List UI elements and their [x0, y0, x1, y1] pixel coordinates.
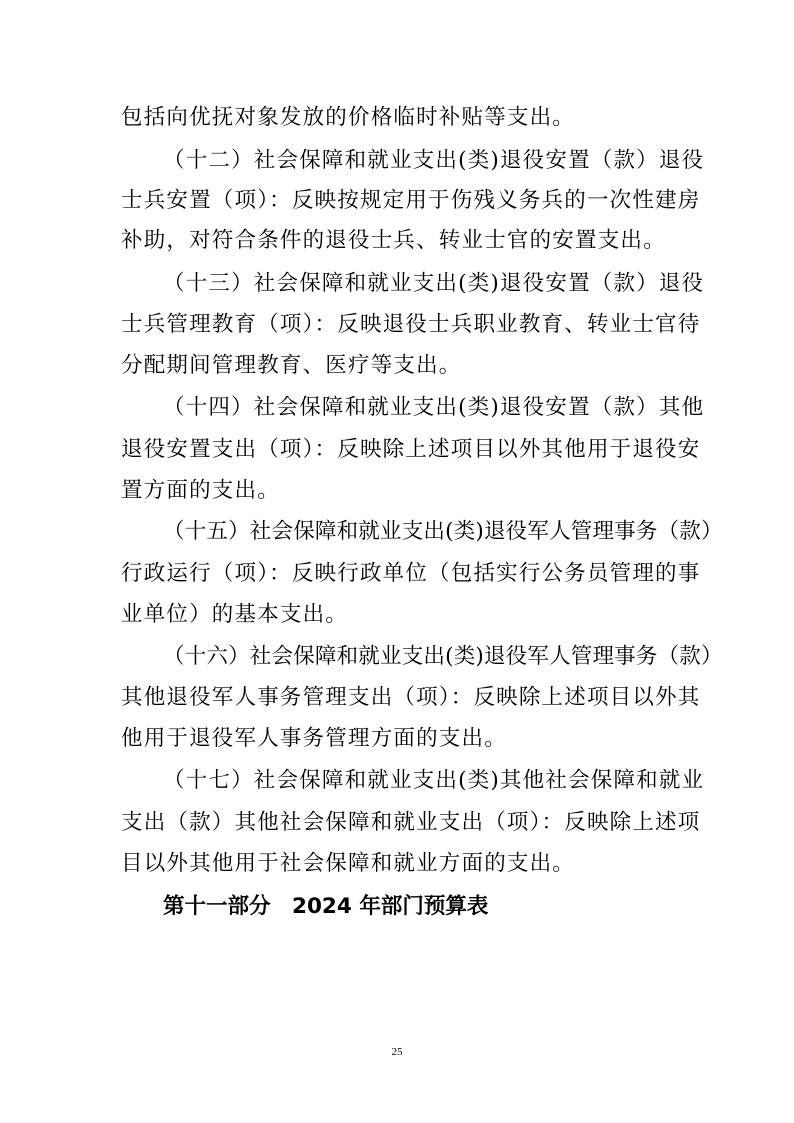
text-line: 置方面的支出。	[121, 478, 280, 503]
text-line: 士兵管理教育（项）：反映退役士兵职业教育、转业士官待	[121, 312, 701, 337]
text-line: 其他退役军人事务管理支出（项）：反映除上述项目以外其	[121, 685, 701, 710]
section-13-title-line: （十三）社会保障和就业支出(类)退役安置（款）退役	[163, 271, 705, 296]
text-line: 支出（款）其他社会保障和就业支出（项）：反映除上述项	[121, 810, 701, 835]
text-line: 包括向优抚对象发放的价格临时补贴等支出。	[121, 105, 576, 130]
section-14-title-line: （十四）社会保障和就业支出(类)退役安置（款）其他	[163, 395, 705, 420]
section-12-title-line: （十二）社会保障和就业支出(类)退役安置（款）退役	[163, 148, 705, 173]
text-line: 士兵安置（项）：反映按规定用于伤残义务兵的一次性建房	[121, 188, 701, 213]
text-line: 目以外其他用于社会保障和就业方面的支出。	[121, 851, 576, 876]
text-line: 补助，对符合条件的退役士兵、转业士官的安置支出。	[121, 228, 666, 253]
section-16-title-line: （十六）社会保障和就业支出(类)退役军人管理事务（款）	[163, 644, 723, 669]
text-line: 业单位）的基本支出。	[121, 602, 349, 627]
section-15-title-line: （十五）社会保障和就业支出(类)退役军人管理事务（款）	[163, 519, 723, 544]
page-number: 25	[391, 1046, 403, 1058]
section-17-title-line: （十七）社会保障和就业支出(类)其他社会保障和就业	[163, 768, 705, 793]
text-line: 分配期间管理教育、医疗等支出。	[121, 353, 462, 378]
part-heading: 第十一部分 2024 年部门预算表	[163, 894, 489, 919]
text-line: 退役安置支出（项）：反映除上述项目以外其他用于退役安	[121, 437, 701, 462]
text-line: 他用于退役军人事务管理方面的支出。	[121, 726, 507, 751]
text-line: 行政运行（项）：反映行政单位（包括实行公务员管理的事	[121, 561, 701, 586]
